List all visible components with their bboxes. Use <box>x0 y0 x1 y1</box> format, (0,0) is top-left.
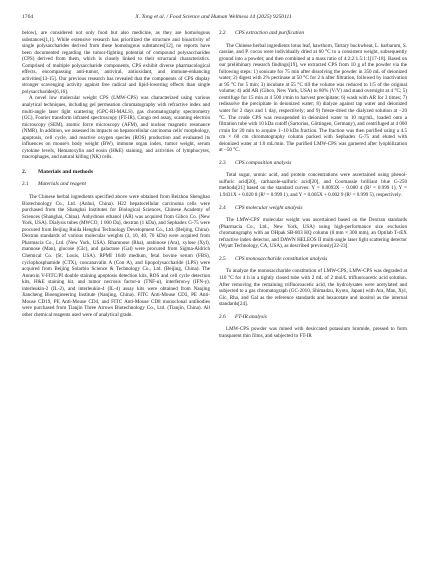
subsection-heading-molecular-weight <box>219 205 407 212</box>
section-number: 2. <box>22 168 27 175</box>
subsection-number: 2.2 <box>219 30 226 36</box>
subsection-heading-composition <box>219 160 407 167</box>
journal-citation: X. Tong et al. / Food Science and Human Wellness 14 (2025) 9250111 <box>135 14 292 20</box>
subsection-title: CPS monosaccharide constitution analysis <box>235 255 328 262</box>
page-header <box>22 13 405 22</box>
subsection-heading-extraction <box>219 30 407 37</box>
subsection-title: CPS extraction and purification <box>235 30 305 36</box>
subsection-heading-materials-reagent <box>22 181 210 188</box>
subsection-title: Materials and reagent <box>38 181 87 188</box>
intro-paragraph-2: A novel low molecular weight CPS (LMW-CPS) was characterized using various analytical techniques, including gel permeation chromatography with refractive index and multi-angle laser light scattering (GPC-RI-MALS), gas chromatography spectrometry (GC), Fourier transform infrared spectroscopy (FT-IR), Congo red assay, scanning electron microscopy (SEM), atomic force microscopy (AFM), and nuclear magnetic resonance (NMR). In addition, we assessed its impacts on hepatocellular carcinoma cells' morphology, apoptosis, cell cycle, and reactive oxygen species (ROS) production and evaluated its influences on mouse's body weight (BW), immune organ index, tumor weight, serum cytokine levels, Hematoxylin and eosin (H&E) staining, and activities of lymphocytes, macrophages, and natural killing (NK) cells. <box>22 95 210 161</box>
subsection-number: 2.4 <box>219 204 226 211</box>
extraction-paragraph: The Chinese herbal ingredients lotus leaf, hawthorn, Tartary buckwheat, L. barbarum, S. cassiae, and P. cocos were individually dried at 60 °C to a consistent weight, subsequently ground into a powder, and then combined at a mass ratio of 4:2:2:1.5:1:1[17-18]. Based on our preliminary research findings[19], we extracted CPS from 10 g of the powder via the following steps: 1) sonicate for 75 min after dissolving the powder in 350 mL of deionized water; 2) digest with 2% pectinase at 50 °C for 2 h after filtration, followed by inactivation at 95 °C for 5 min; 3) incubate at 55 °C till the volume was reduced to 1/5 of the original volume; 4) add AR (Gibco, New York, USA) to 80% (V/V) and stand overnight at 4 °C; 5) centrifuge for 15 min at 4 500 r/min to harvest precipitate; 6) wash with AR for 3 times; 7) redissolve the precipitate in deionized water; 8) dialyze against tap water and deionized water for 2 days and 1 day, respectively; and 9) freeze-dried the dialyzed solution at −20 °C. The crude CPS was resuspended in deionized water to 10 mg/mL, loaded onto a filtration tube with 10 kDa cutoff (Sartorius, Göttingen, Germany), and centrifuged at 4 000 r/min for 20 min to acquire 1−10 kDa fraction. The fraction was then purified using a 4.5 cm × 60 cm chromatography column packed with Sephadex G-75 and eluted with deionized water at 1.0 mL/min. The purified LMW-CPS was garnered after lyophilization at −50 °C. <box>219 42 407 154</box>
subsection-title: FT-IR analysis <box>235 313 267 320</box>
materials-paragraph: The Chinese herbal ingredients specified above were obtained from Beizhou Shenghao Biotechnology Co., Ltd. (Anhui, China). H22 hepatocellular carcinoma cells were purchased from the Shanghai Institutes for Biological Sciences, Chinese Academy of Sciences (Shanghai, China). Anhydrous ethanol (AR) was acquired from Gibco Co. (New York, USA). Dialysis tubes (MWCO, 1 000 Da), dextran (1 kDa), and Sephadex G-75 were procured from Beijing Ruida Henghui Technology Development Co., Ltd. (Beijing, China). Dextran standards of various molecular weights (3, 10, 40, 70 kDa) were acquired from Pharmacia Co., Ltd. (New York, USA). Rhamnose (Rha), arabinose (Ara), xylose (Xyl), mannose (Man), glucose (Glc), and galactose (Gal) were procured from Sigma-Aldrich Chemical Co. (St. Louis, USA). RPMI 1640 medium, fetal bovine serum (FBS), cyclophosphamide (CTX), concanavalin A (Con A), and lipopolysaccharide (LPS) were acquired from Beijing Solarbio Science & Technology Co., Ltd. (Beijing, China). The Annexin V-FITC/PI double staining apoptosis detection kits, ROS and cell cycle detection kits, H&E staining kit, and tumor necrosis factor-α (TNF-α), interferon-γ (IFN-γ), interleukin-2 (IL-2), and interleukin-4 (IL-4) assay kits were obtained from Nanjing Jiancheng Bioengineering Institute (Nanjing, China). FITC Anti-Mouse CD3, PE Anti-Mouse CD19, PE Anti-Mouse CD4, and FITC Anti-Mouse CD8 monoclonal antibodies were purchased from Tianjin Three Arrows Biotechnology Co., Ltd. (Tianjin, China). All other chemical reagents used were of analytical grade. <box>22 194 210 318</box>
subsection-number: 2.1 <box>22 181 29 188</box>
intro-paragraph-1: below), are considered not only food but also medicine, as they are homologous substances[1,1]. While extensive research has prioritized the structure and bioactivity of single polysaccharides derived from these homologous substances[12], no reports have been documented regarding the tumor-fighting potential of compound polysaccharides (CPS) derived from them, which is closely linked to their structural characteristics. Comprised of multiple polysaccharide components, CPS exhibit diverse pharmacological effects, encompassing anti-tumor, antiviral, antioxidant, and immune-enhancing activities[13-15]. Our previous research has revealed that the components of CPS display stronger scavenging activity against free radical and lipid-lowering effects than single polysaccharides[6,16]. <box>22 30 210 95</box>
left-column <box>22 30 210 318</box>
monosaccharide-paragraph: To analyze the monosaccharide constitution of LMW-CPS, LMW-CPS was degraded at 110 °C for 4 h in a tightly closed tube with 2 mL of 2 mol/L trifluoroacetic acid solution. After removing the remaining trifluoroacetic acid, the hydrolysates were acetylated and subjected to a gas chromatograph (GC-2010, Shimadzu, Kyoto, Japan) with Ara, Man, Xyl, Glc, Rha, and Gal as the reference standards and hexacetate and inositol as the internal standards[24]. <box>219 268 407 308</box>
subsection-heading-ftir <box>219 314 407 321</box>
subsection-heading-monosaccharide <box>219 256 407 263</box>
subsection-number: 2.6 <box>219 313 226 320</box>
section-heading-materials-methods <box>22 169 210 176</box>
molecular-weight-paragraph: The LMW-CPS' molecular weight was ascertained based on the Dextran standards (Pharmacia Co., Ltd., New York, USA) using high-performance size exclusion chromatography with an OHpak SB-803 HQ column (8 mm × 300 mm), an Optilab T-rEX refractive index detector, and DAWN HELEOS II multi-angle laser light scattering detector (Wyatt Technology, CA, USA), as described previously[22-23]. <box>219 217 407 250</box>
page-number: 1764 <box>22 14 34 20</box>
subsection-number: 2.5 <box>219 255 226 262</box>
subsection-title: CPS molecular weight analysis <box>235 204 303 211</box>
subsection-title: CPS composition analysis <box>235 159 292 166</box>
section-title: Materials and methods <box>38 168 94 175</box>
composition-paragraph: Total sugar, uronic acid, and protein concentrations were ascertained using phenol-sulfuric acid[20], carbazole-sulfuric acid[20], and Coomassie brilliant blue G-250 methods[21] based on the standard curves: Y = 0.0093X − 0.000 4 (R² = 0.999 1), Y = 1.9431X + 0.020 8 (R² = 0.999 1), and Y = 0.005X + 0.002 9 (R² = 0.999 5), respectively. <box>219 172 407 199</box>
ftir-paragraph: LMW-CPS powder was mined with desiccated potassium bromide, pressed to form transparent thin films, and subjected to FT-IR <box>219 326 407 339</box>
right-column <box>219 30 407 339</box>
subsection-number: 2.3 <box>219 159 226 166</box>
